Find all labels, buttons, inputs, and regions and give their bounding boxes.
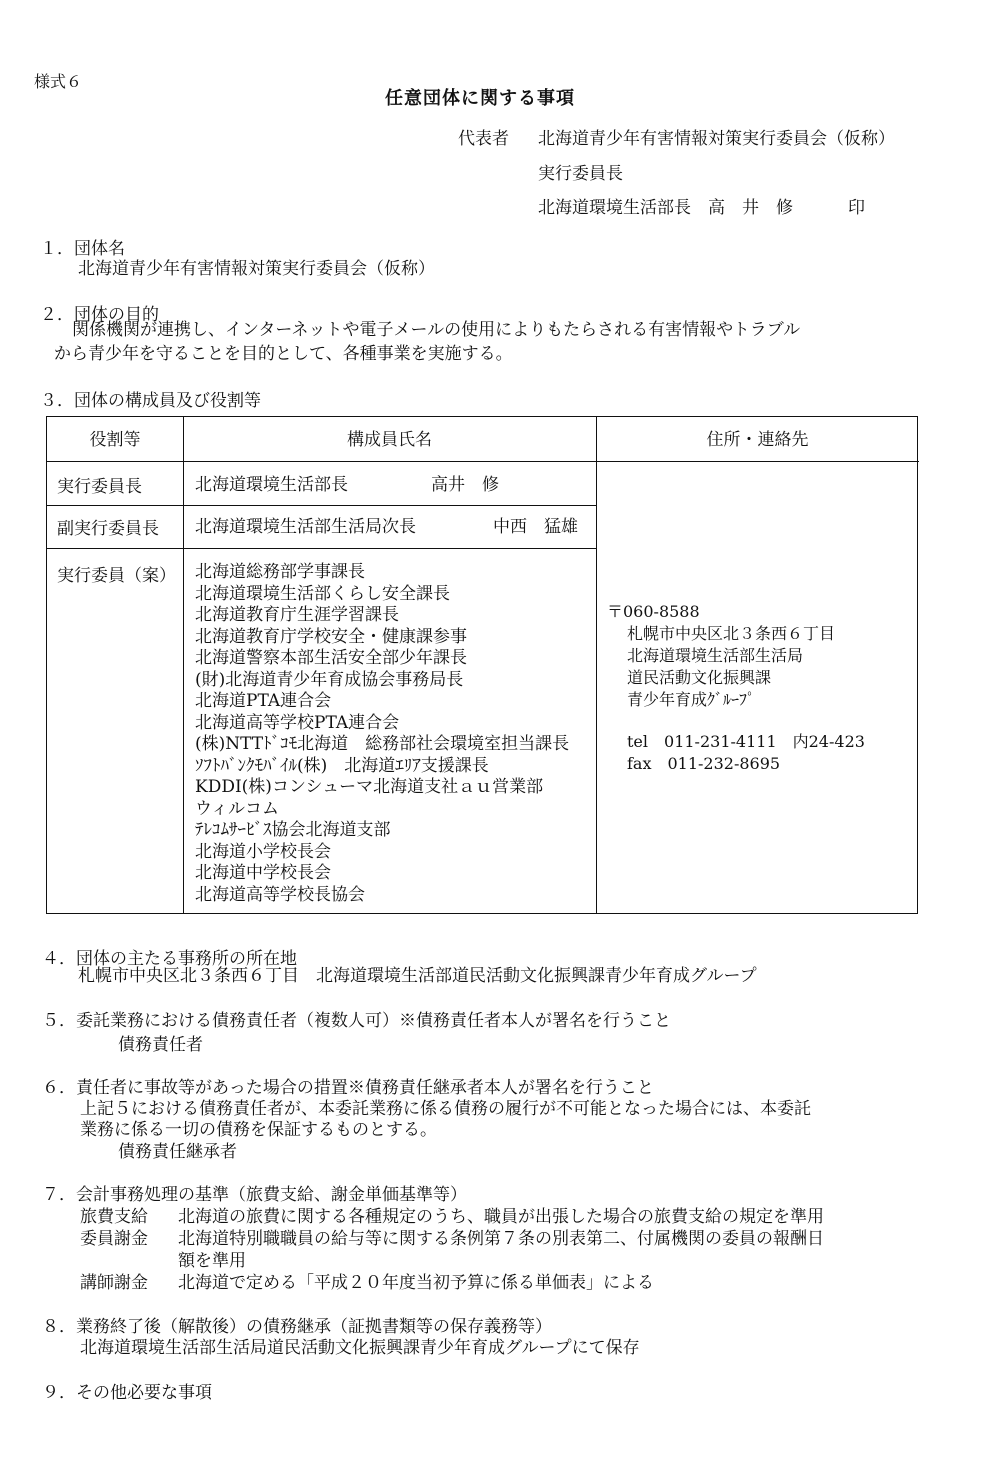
- table-divider: [596, 417, 597, 913]
- standard-text: 北海道で定める「平成２０年度当初予算に係る単価表」による: [178, 1273, 654, 1293]
- section-4-body: 札幌市中央区北３条西６丁目 北海道環境生活部道民活動文化振興課青少年育成グループ: [78, 966, 757, 986]
- standard-label: 旅費支給: [80, 1207, 148, 1227]
- list-item: 北海道教育庁学校安全・健康課参事: [195, 626, 467, 647]
- fax-number: fax 011-232-8695: [627, 754, 781, 773]
- address-line: 道民活動文化振興課: [627, 668, 772, 687]
- list-item: 北海道中学校長会: [195, 863, 331, 883]
- section-2-body-line1: 関係機関が連携し、インターネットや電子メールの使用によりもたらされる有害情報やトラブル: [72, 320, 801, 340]
- section-1-body: 北海道青少年有害情報対策実行委員会（仮称）: [78, 259, 435, 279]
- section-8-heading: ８．業務終了後（解散後）の債務継承（証拠書類等の保存義務等）: [42, 1317, 552, 1337]
- section-6-body-line1: 上記５における債務責任者が、本委託業務に係る債務の履行が不可能となった場合には、本委託: [80, 1099, 811, 1119]
- list-item: 北海道PTA連合会: [195, 691, 332, 711]
- list-item: 北海道警察本部生活安全部少年課長: [195, 648, 467, 668]
- section-5-body: 債務責任者: [118, 1035, 203, 1055]
- members-table: [46, 416, 918, 914]
- representative-name: 北海道環境生活部長 高 井 修: [538, 198, 793, 218]
- list-item: 北海道高等学校長協会: [195, 884, 365, 905]
- row-role: 実行委員（案）: [57, 566, 176, 586]
- form-number: 様式６: [34, 72, 83, 91]
- section-3-heading: ３．団体の構成員及び役割等: [40, 391, 261, 411]
- seal-label: 印: [848, 198, 865, 218]
- address-line: 北海道環境生活部生活局: [627, 646, 804, 665]
- section-7-heading: ７．会計事務処理の基準（旅費支給、謝金単価基準等）: [42, 1185, 467, 1205]
- table-divider: [47, 548, 596, 549]
- standard-text-continued: 額を準用: [178, 1251, 246, 1271]
- table-divider: [47, 461, 919, 462]
- list-item: 北海道総務部学事課長: [195, 562, 365, 582]
- list-item: 北海道高等学校PTA連合会: [195, 712, 400, 733]
- standard-text: 北海道特別職職員の給与等に関する条例第７条の別表第二、付属機関の委員の報酬日: [178, 1229, 824, 1249]
- section-8-body: 北海道環境生活部生活局道民活動文化振興課青少年育成グループにて保存: [80, 1338, 640, 1358]
- section-1-heading: １．団体名: [40, 239, 125, 259]
- member-list: [195, 562, 569, 906]
- header-address: 住所・連絡先: [706, 430, 809, 450]
- section-2-heading: ２．団体の目的: [40, 305, 159, 325]
- row-role: 実行委員長: [57, 477, 142, 497]
- list-item: ｿﾌﾄﾊﾞﾝｸﾓﾊﾞｲﾙ(株) 北海道ｴﾘｱ支援課長: [195, 755, 489, 776]
- representative-role: 実行委員長: [538, 164, 623, 184]
- section-5-heading: ５．委託業務における債務責任者（複数人可）※債務責任者本人が署名を行うこと: [42, 1011, 671, 1031]
- representative-org: 北海道青少年有害情報対策実行委員会（仮称）: [538, 129, 895, 149]
- section-9-heading: ９．その他必要な事項: [42, 1383, 212, 1403]
- address-line: 青少年育成ｸﾞﾙｰﾌﾟ: [627, 690, 756, 709]
- header-member: 構成員氏名: [347, 430, 432, 450]
- address-line: 札幌市中央区北３条西６丁目: [627, 624, 836, 643]
- spacer: [607, 711, 865, 731]
- row-member: 北海道環境生活部長: [195, 475, 348, 495]
- list-item: 北海道環境生活部くらし安全課長: [195, 583, 450, 604]
- table-divider: [183, 417, 184, 913]
- list-item: 北海道教育庁生涯学習課長: [195, 605, 399, 625]
- table-divider: [47, 505, 596, 506]
- postal-code: 〒060-8588: [607, 602, 700, 621]
- list-item: ﾃﾚｺﾑｻｰﾋﾞｽ協会北海道支部: [195, 820, 391, 840]
- address-block: [607, 601, 865, 775]
- representative-label: 代表者: [458, 129, 509, 149]
- seal-stamp: [846, 194, 874, 222]
- standard-text: 北海道の旅費に関する各種規定のうち、職員が出張した場合の旅費支給の規定を準用: [178, 1207, 824, 1227]
- row-role: 副実行委員長: [57, 519, 159, 539]
- standard-label: 講師謝金: [80, 1273, 148, 1293]
- section-6-body-line3: 債務責任継承者: [118, 1142, 237, 1162]
- list-item: KDDI(株)コンシューマ北海道支社ａｕ営業部: [195, 777, 544, 797]
- list-item: ウィルコム: [195, 798, 279, 819]
- section-2-body-line2: から青少年を守ることを目的として、各種事業を実施する。: [54, 344, 513, 364]
- tel-number: tel 011-231-4111 内24-423: [627, 732, 865, 751]
- row-person: 高井 修: [431, 475, 499, 495]
- section-6-body-line2: 業務に係る一切の債務を保証するものとする。: [80, 1120, 437, 1140]
- row-member: 北海道環境生活部生活局次長: [195, 517, 416, 537]
- standard-label: 委員謝金: [80, 1229, 148, 1249]
- page-title: 任意団体に関する事項: [385, 88, 575, 109]
- list-item: (財)北海道青少年育成協会事務局長: [195, 669, 464, 690]
- row-person: 中西 猛雄: [493, 517, 578, 537]
- list-item: 北海道小学校長会: [195, 841, 331, 862]
- list-item: (株)NTTﾄﾞｺﾓ北海道 総務部社会環境室担当課長: [195, 734, 570, 754]
- header-role: 役割等: [89, 430, 141, 450]
- section-6-heading: ６．責任者に事故等があった場合の措置※債務責任継承者本人が署名を行うこと: [42, 1078, 654, 1098]
- section-4-heading: ４．団体の主たる事務所の所在地: [42, 949, 297, 969]
